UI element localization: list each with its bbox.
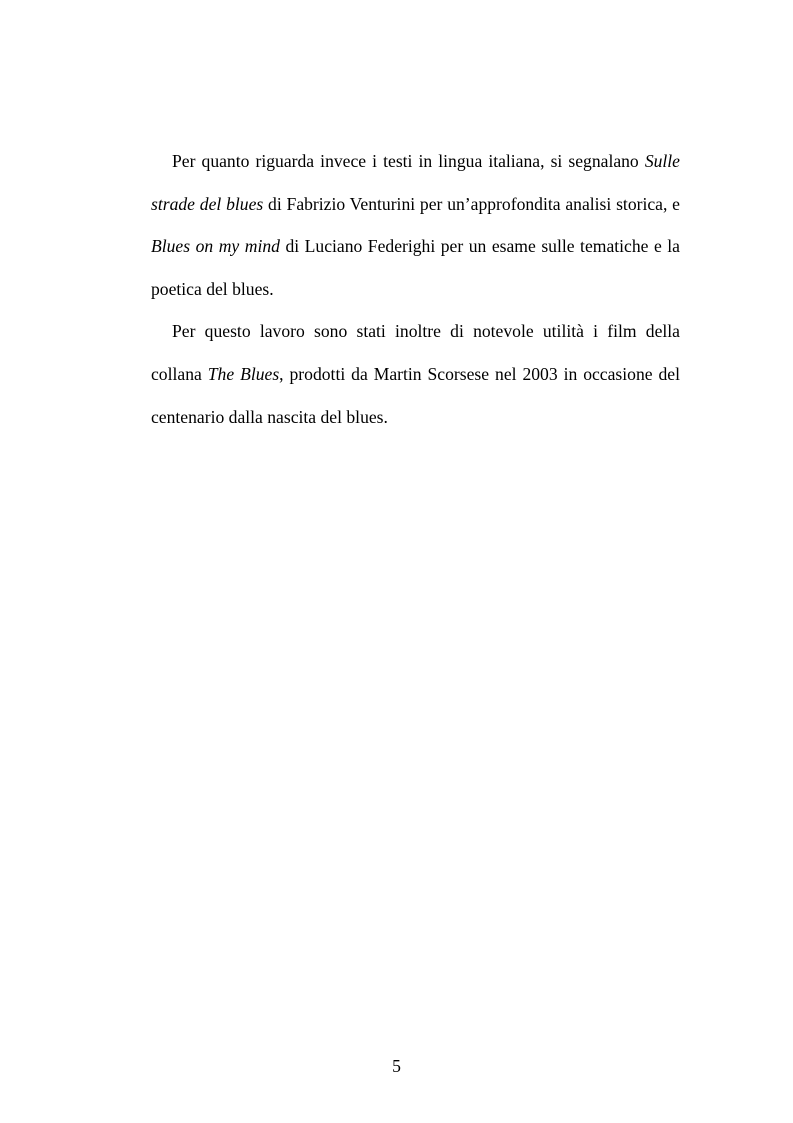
paragraph-text: di Luciano Federighi per un esame sulle tematiche e la poetica del blues. — [151, 236, 680, 299]
paragraph-italian-texts — [151, 140, 680, 310]
book-title-sulle-strade-del-blues: Sulle strade del blues — [151, 151, 680, 214]
paragraph-text: Per questo lavoro sono stati inoltre di notevole utilità i film della collana — [151, 321, 680, 384]
paragraph-text: , prodotti da Martin Scorsese nel 2003 in occasione del centenario dalla nascita del blues. — [151, 363, 680, 427]
book-title-blues-on-my-mind: Blues on my mind — [151, 236, 280, 257]
body-text — [151, 140, 680, 438]
paragraph-films — [151, 310, 680, 438]
film-series-title-the-blues: The Blues — [207, 363, 280, 384]
paragraph-text: di Fabrizio Venturini per un’approfondita analisi storica, e — [263, 193, 680, 214]
page-number: 5 — [392, 1056, 401, 1076]
paragraph-text: Per quanto riguarda invece i testi in lingua italiana, si segnalano — [172, 151, 645, 171]
